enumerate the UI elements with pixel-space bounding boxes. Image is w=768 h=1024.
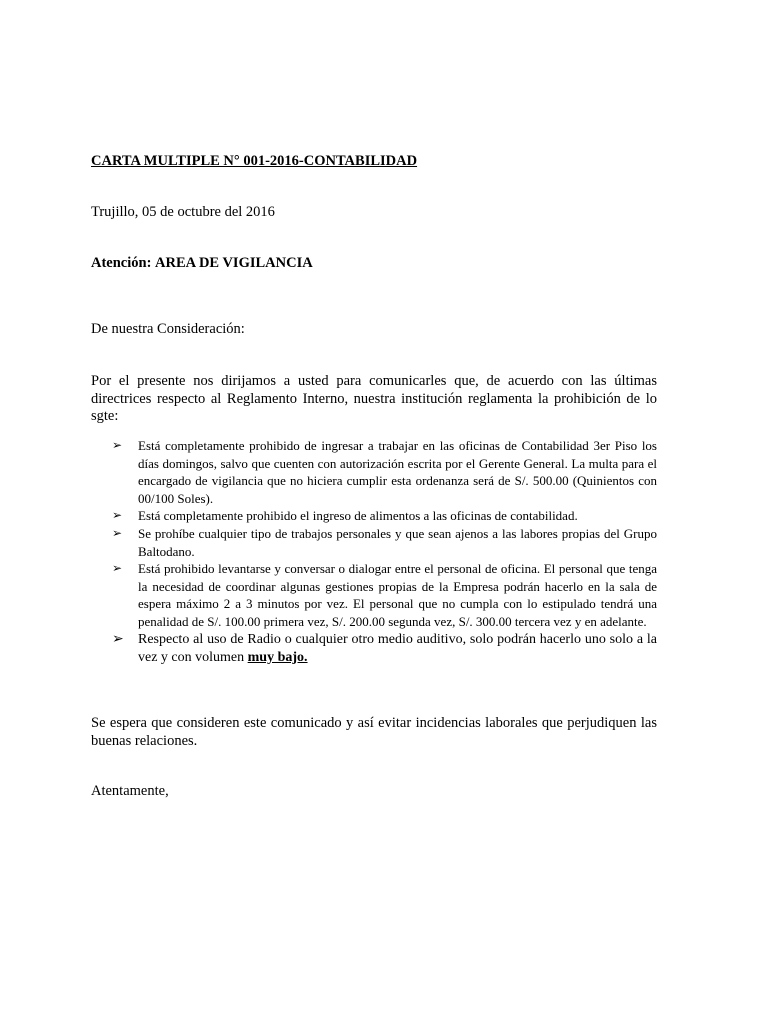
arrow-bullet-icon: ➢ [112,561,123,576]
greeting: De nuestra Consideración: [91,321,245,337]
attention-label: Atención: [91,255,152,271]
arrow-bullet-icon: ➢ [112,438,123,452]
list-item-text: Respecto al uso de Radio o cualquier otro medio auditivo, solo podrán hacerlo uno solo a la vez y con volumen [138,631,657,665]
list-item [112,507,657,525]
letter-date: Trujillo, 05 de octubre del 2016 [91,204,275,220]
list-item [112,525,657,560]
attention-line [91,255,313,272]
list-item-text: Está prohibido levantarse y conversar o dialogar entre el personal de oficina. El personal que tenga la necesidad de coordinar algunas gestiones propias de la Empresa podrán hacerlo en la sala de espera máximo 2 a 3 minutos por vez. El personal que no cumpla con lo estipulado tendrá una penalidad de S/. 100.00 primera vez, S/. 200.00 segunda vez, S/. 300.00 tercera vez y en adelante. [138,561,657,629]
list-item [112,437,657,507]
intro-paragraph: Por el presente nos dirijamos a usted para comunicarles que, de acuerdo con las últimas directrices respecto al Reglamento Interno, nuestra institución reglamenta la prohibición de lo sgte: [91,373,657,424]
signoff: Atentamente, [91,783,169,799]
prohibitions-list [112,437,657,667]
arrow-bullet-icon: ➢ [112,525,123,540]
closing-paragraph: Se espera que consideren este comunicado y así evitar incidencias laborales que perjudiquen las buenas relaciones. [91,715,657,749]
list-item-text: Está completamente prohibido de ingresar a trabajar en las oficinas de Contabilidad 3er Piso los días domingos, salvo que cuenten con autorización escrita por el Gerente General. La multa para el encargado de vigilancia que no hiciera cumplir esta ordenanza será de S/. 500.00 (Quinientos con 00/100 Soles). [138,438,657,506]
list-item-text: Está completamente prohibido el ingreso de alimentos a las oficinas de contabilidad. [138,508,578,524]
list-item-text: Se prohíbe cualquier tipo de trabajos personales y que sean ajenos a las labores propias del Grupo Baltodano. [138,525,657,559]
attention-value: AREA DE VIGILANCIA [155,255,313,271]
letter-title: CARTA MULTIPLE N° 001-2016-CONTABILIDAD [91,153,418,169]
list-item [112,560,657,630]
arrow-bullet-icon: ➢ [112,631,124,647]
list-item [112,631,657,667]
arrow-bullet-icon: ➢ [112,508,123,523]
emphasis-text: muy bajo. [247,649,308,665]
